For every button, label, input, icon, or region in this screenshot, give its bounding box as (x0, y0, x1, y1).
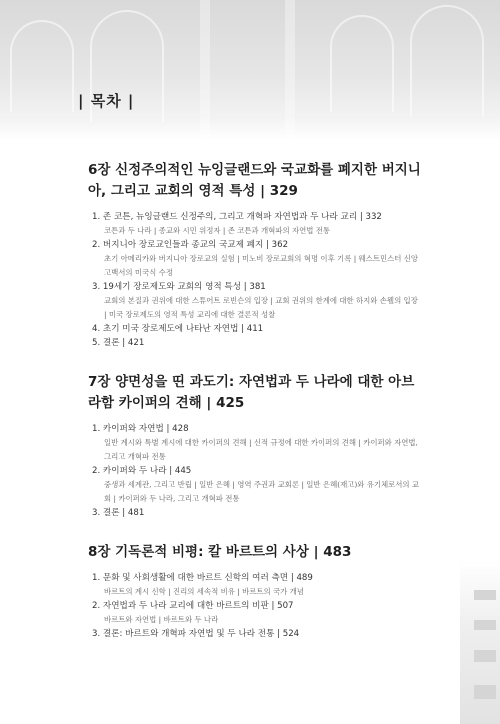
subsection-item: 중생과 세계관, 그리고 반립 (104, 480, 192, 489)
subsection-list: 교회의 본질과 권위에 대한 스튜어트 로빈슨의 입장 | 교회 권위의 한계에 대한 하지와 손웰의 입장 | 미국 장로제도의 영적 특성 교리에 대한 결론적 성찰 (104, 296, 418, 319)
subsection-item: 일반 은혜 (199, 480, 231, 489)
subsection-item: 영역 주권과 교회론 (237, 480, 300, 489)
section-page-number: 481 (127, 508, 145, 518)
section-label: 2. 버지니아 장로교인들과 종교의 국교제 폐지 (92, 240, 264, 250)
subsection-list: 초기 아메리카와 버지니아 장로교의 실험 | 미노비 장로교회의 혁명 이후 기록 | 웨스트민스터 신앙고백서의 미국식 수정 (104, 254, 419, 277)
section-label: 3. 19세기 장로제도와 교회의 영적 특성 (92, 282, 242, 292)
subsection-list: 바르트의 계시 신학 | 진리의 세속적 비유 | 바르트의 국가 개념 (104, 587, 304, 596)
chapter-title[interactable]: 7장 양면성을 띤 과도기: 자연법과 두 나라에 대한 아브라함 카이퍼의 견해 | 425 (88, 374, 415, 411)
section-label: 1. 카이퍼와 자연법 (92, 424, 164, 434)
subsection-item: 교회 권위의 한계에 대한 하지와 손웰의 입장 (275, 296, 418, 305)
chapter-1 (88, 160, 422, 350)
section-page-number: 381 (249, 282, 266, 292)
section-label: 4. 초기 미국 장로제도에 나타난 자연법 (92, 324, 239, 334)
section-page-number: 362 (271, 240, 289, 250)
section-page-number: 507 (277, 601, 294, 611)
section-label: 5. 결론 (92, 338, 120, 348)
section-entry[interactable]: 3. 결론 | 481 (92, 508, 145, 518)
section-label: 2. 카이퍼와 두 나라 (92, 466, 167, 476)
section-entry[interactable]: 4. 초기 미국 장로제도에 나타난 자연법 | 411 (92, 324, 264, 334)
chapter-title[interactable]: 8장 기독론적 비평: 칼 바르트의 사상 | 483 (88, 544, 352, 560)
subsection-item: 교회의 본질과 권위에 대한 스튜어트 로빈슨의 입장 (104, 296, 269, 305)
section-entry[interactable]: 2. 카이퍼와 두 나라 | 445 (92, 466, 192, 476)
subsection-item: 카이퍼와 두 나라, 그리고 개혁파 전통 (118, 494, 240, 503)
section-page-number: 445 (174, 466, 192, 476)
section-page-number: 421 (127, 338, 145, 348)
section-entry[interactable]: 3. 19세기 장로제도와 교회의 영적 특성 | 381 (92, 282, 266, 292)
chapter-page-number: 425 (216, 395, 245, 411)
subsection-list: 일반 계시와 특별 계시에 대한 카이퍼의 견해 | 신적 규정에 대한 카이퍼의 견해 | 카이퍼와 자연법, 그리고 개혁파 전통 (104, 438, 418, 461)
subsection-item: 일반 은혜(재고)와 유기체로서의 교회 (104, 480, 420, 503)
section-label: 1. 존 코튼, 뉴잉글랜드 신정주의, 그리고 개혁파 자연법과 두 나라 교리 (92, 212, 358, 222)
chapter-title-text: 7장 양면성을 띤 과도기: 자연법과 두 나라에 대한 아브라함 카이퍼의 견해 (88, 374, 415, 411)
chapter-title-text: 6장 신정주의적인 뉴잉글랜드와 국교화를 폐지한 버지니아, 그리고 교회의 영적 특성 (88, 162, 421, 199)
subsection-item: 일반 계시와 특별 계시에 대한 카이퍼의 견해 (104, 438, 247, 447)
subsection-list: 코튼과 두 나라 | 종교와 시민 위정자 | 존 코튼과 개혁파의 자연법 전통 (104, 226, 330, 235)
subsection-item: 바르트의 국가 개념 (242, 587, 304, 596)
subsection-item: 코튼과 두 나라 (104, 226, 152, 235)
subsection-item: 미국 장로제도의 영적 특성 교리에 대한 결론적 성찰 (108, 310, 276, 319)
section-label: 3. 결론: 바르트와 개혁파 자연법 및 두 나라 전통 (92, 629, 275, 639)
subsection-item: 바르트와 자연법 (104, 615, 157, 624)
section-page-number: 411 (246, 324, 264, 334)
toc-heading: | 목차 | (78, 92, 135, 110)
subsection-item: 존 코튼과 개혁파의 자연법 전통 (227, 226, 330, 235)
section-entry[interactable]: 1. 존 코튼, 뉴잉글랜드 신정주의, 그리고 개혁파 자연법과 두 나라 교리 | 332 (92, 212, 382, 222)
subsection-list: 바르트와 자연법 | 바르트와 두 나라 (104, 615, 219, 624)
subsection-item: 웨스트민스터 신앙고백서의 미국식 수정 (104, 254, 419, 277)
subsection-item: 바르트와 두 나라 (163, 615, 219, 624)
section-page-number: 332 (365, 212, 382, 222)
section-label: 3. 결론 (92, 508, 120, 518)
chapter-title[interactable]: 6장 신정주의적인 뉴잉글랜드와 국교화를 폐지한 버지니아, 그리고 교회의 영적 특성 | 329 (88, 162, 421, 199)
chapter-page-number: 483 (323, 544, 352, 560)
section-entry[interactable]: 5. 결론 | 421 (92, 338, 145, 348)
subsection-item: 신적 규정에 대한 카이퍼의 견해 (253, 438, 357, 447)
section-label: 2. 자연법과 두 나라 교리에 대한 바르트의 비판 (92, 601, 269, 611)
subsection-item: 미노비 장로교회의 혁명 이후 기록 (241, 254, 352, 263)
section-entry[interactable]: 2. 자연법과 두 나라 교리에 대한 바르트의 비판 | 507 (92, 601, 294, 611)
section-page-number: 524 (282, 629, 300, 639)
chapter-2 (88, 372, 422, 520)
section-label: 1. 문화 및 사회생활에 대한 바르트 신학의 여러 측면 (92, 573, 289, 583)
subsection-item: 바르트의 계시 신학 (104, 587, 166, 596)
subsection-item: 초기 아메리카와 버지니아 장로교의 실험 (104, 254, 235, 263)
section-entry[interactable]: 1. 카이퍼와 자연법 | 428 (92, 424, 189, 434)
section-entry[interactable]: 3. 결론: 바르트와 개혁파 자연법 및 두 나라 전통 | 524 (92, 629, 300, 639)
section-entry[interactable]: 2. 버지니아 장로교인들과 종교의 국교제 폐지 | 362 (92, 240, 289, 250)
section-page-number: 489 (296, 573, 313, 583)
chapter-page-number: 329 (269, 183, 298, 199)
section-page-number: 428 (172, 424, 189, 434)
side-decoration (460, 560, 500, 724)
header-banner-image (0, 0, 500, 140)
chapter-3 (88, 542, 422, 641)
chapter-title-text: 8장 기독론적 비평: 칼 바르트의 사상 (88, 544, 309, 560)
subsection-item: 진리의 세속적 비유 (173, 587, 235, 596)
subsection-item: 카이퍼와 자연법, 그리고 개혁파 전통 (104, 438, 418, 461)
section-entry[interactable]: 1. 문화 및 사회생활에 대한 바르트 신학의 여러 측면 | 489 (92, 573, 313, 583)
subsection-item: 종교와 시민 위정자 (158, 226, 221, 235)
table-of-contents (88, 160, 422, 663)
subsection-list: 중생과 세계관, 그리고 반립 | 일반 은혜 | 영역 주권과 교회론 | 일반 은혜(재고)와 유기체로서의 교회 | 카이퍼와 두 나라, 그리고 개혁파 전통 (104, 480, 420, 503)
